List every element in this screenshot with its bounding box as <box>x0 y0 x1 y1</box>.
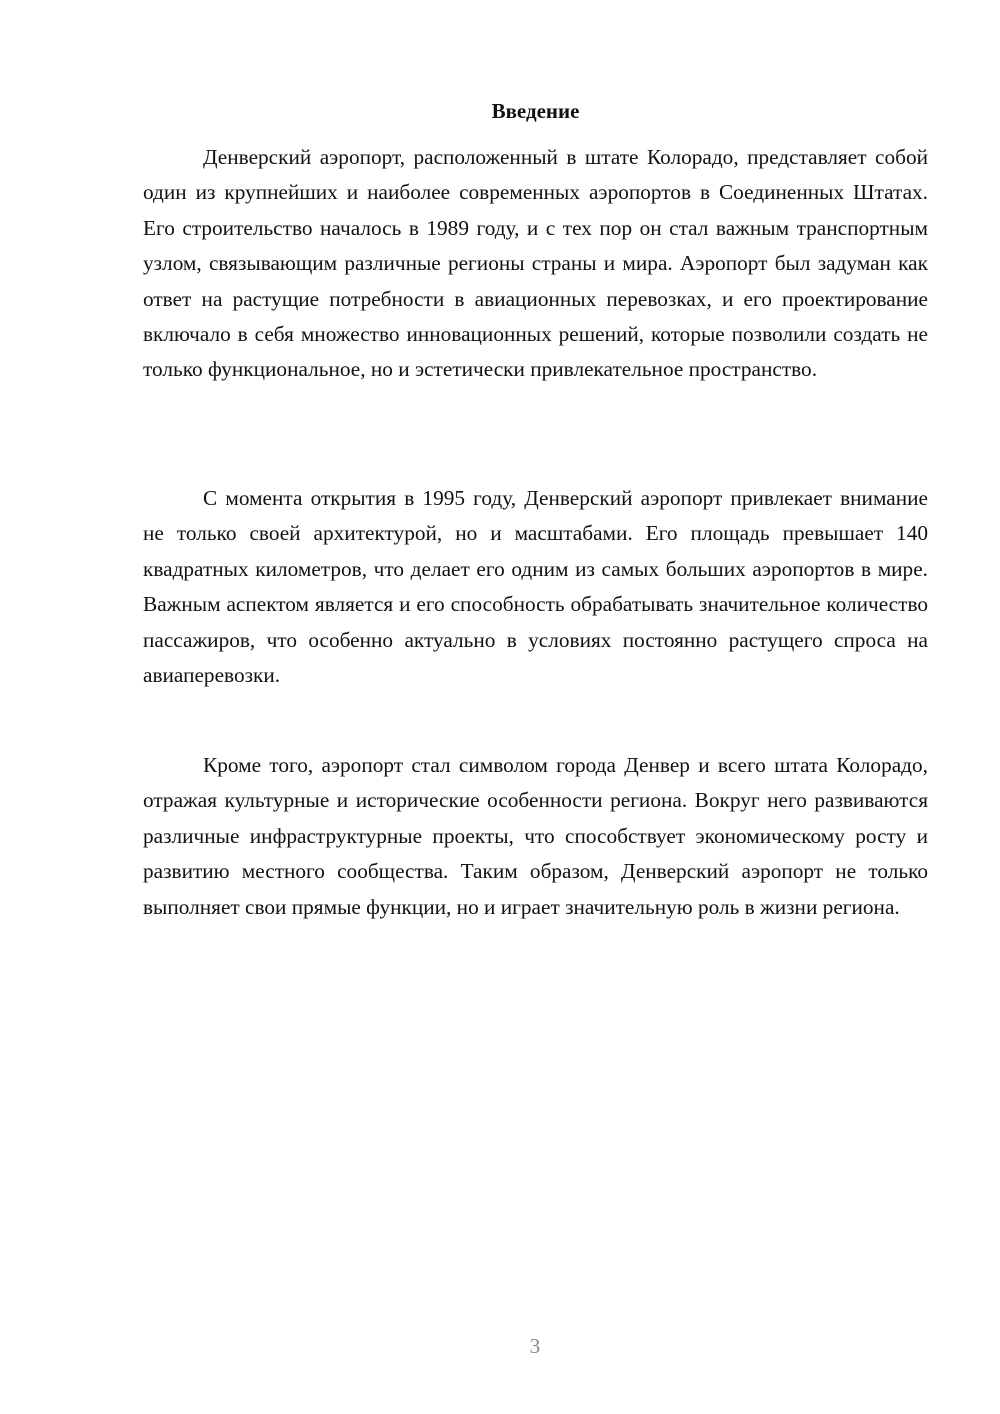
page-number: 3 <box>529 1334 541 1358</box>
section-heading: Введение <box>491 99 580 123</box>
paragraph-1: Денверский аэропорт, расположенный в штате Колорадо, представляет собой один из крупнейших и наиболее современных аэропортов в Соединенных Штатах. Его строительство началось в 1989 году, и с тех пор он стал важным транспортным узлом, связывающим различные регионы страны и мира. Аэропорт был задуман как ответ на растущие потребности в авиационных перевозках, и его проектирование включало в себя множество инновационных решений, которые позволили создать не только функциональное, но и эстетически привлекательное пространство. <box>143 145 928 382</box>
paragraph-2: С момента открытия в 1995 году, Денверский аэропорт привлекает внимание не только своей архитектурой, но и масштабами. Его площадь превышает 140 квадратных километров, что делает его одним из самых больших аэропортов в мире. Важным аспектом является и его способность обрабатывать значительное количество пассажиров, что особенно актуально в условиях постоянно растущего спроса на авиаперевозки. <box>143 486 928 688</box>
paragraph-3: Кроме того, аэропорт стал символом города Денвер и всего штата Колорадо, отражая культурные и исторические особенности региона. Вокруг него развиваются различные инфраструктурные проекты, что способствует экономическому росту и развитию местного сообщества. Таким образом, Денверский аэропорт не только выполняет свои прямые функции, но и играет значительную роль в жизни региона. <box>143 753 928 919</box>
